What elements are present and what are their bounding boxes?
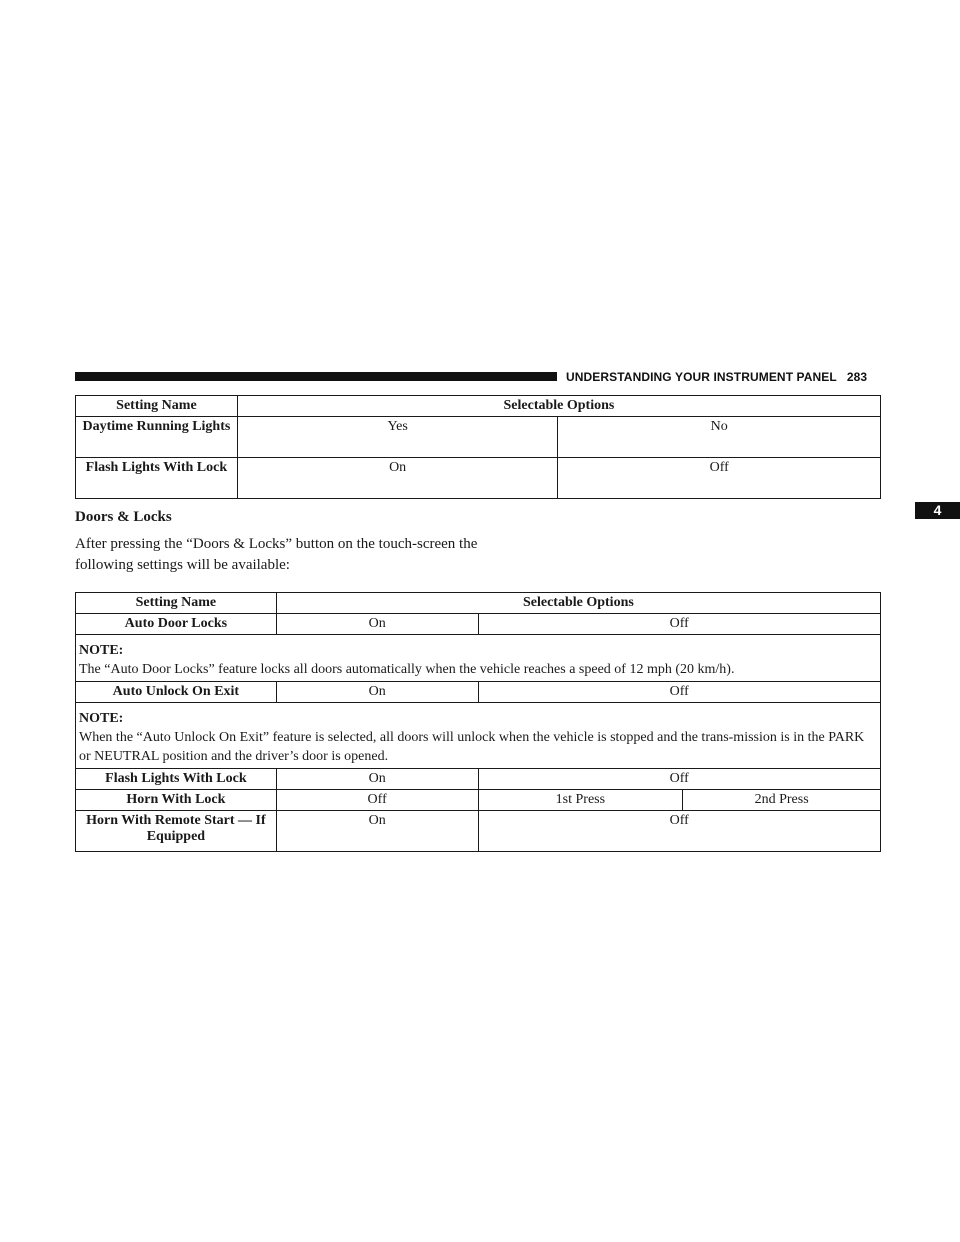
note-row [76,703,881,769]
header-rule [75,372,557,381]
table-row [76,682,881,703]
option-value: 1st Press [478,790,683,811]
note-label: NOTE: [79,643,124,658]
section-paragraph: After pressing the “Doors & Locks” button on the touch-screen the following settings will be available: [75,536,478,573]
option-value: Off [478,811,881,852]
option-value: On [276,614,478,635]
table-row [76,417,881,458]
running-header [566,370,867,384]
table-row [76,458,881,499]
option-value: On [276,682,478,703]
page-number: 283 [846,370,868,384]
table-header-row [76,396,881,417]
table-row [76,790,881,811]
setting-name: Auto Door Locks [76,614,277,635]
lights-settings-table [75,395,881,499]
note-cell [76,703,881,769]
option-value: On [237,458,558,499]
option-value: On [276,811,478,852]
setting-name: Horn With Lock [76,790,277,811]
option-value: 2nd Press [683,790,881,811]
note-text: When the “Auto Unlock On Exit” feature is selected, all doors will unlock when the vehicle is stopped and the trans-mission is in the PARK or NEUTRAL position and the driver’s door is opened. [79,730,865,764]
note-text: The “Auto Door Locks” feature locks all doors automatically when the vehicle reaches a speed of 12 mph (20 km/h). [79,662,735,677]
column-header-selectable-options: Selectable Options [276,593,880,614]
table-row [76,811,881,852]
setting-name: Auto Unlock On Exit [76,682,277,703]
table-row [76,614,881,635]
setting-name: Flash Lights With Lock [76,769,277,790]
option-value: Off [276,790,478,811]
setting-name: Flash Lights With Lock [76,458,238,499]
table-row [76,769,881,790]
section-title: UNDERSTANDING YOUR INSTRUMENT PANEL [566,370,837,384]
setting-name: Daytime Running Lights [76,417,238,458]
column-header-selectable-options: Selectable Options [237,396,880,417]
note-cell [76,635,881,682]
option-value: No [558,417,881,458]
option-value: Yes [237,417,558,458]
section-heading: Doors & Locks [75,509,172,525]
column-header-setting-name: Setting Name [76,396,238,417]
note-row [76,635,881,682]
option-value: Off [478,769,881,790]
table-header-row [76,593,881,614]
setting-name: Horn With Remote Start — If Equipped [76,811,277,852]
doors-locks-settings-table [75,592,881,852]
chapter-tab: 4 [915,502,960,519]
option-value: On [276,769,478,790]
option-value: Off [558,458,881,499]
option-value: Off [478,614,881,635]
option-value: Off [478,682,881,703]
column-header-setting-name: Setting Name [76,593,277,614]
note-label: NOTE: [79,711,124,726]
